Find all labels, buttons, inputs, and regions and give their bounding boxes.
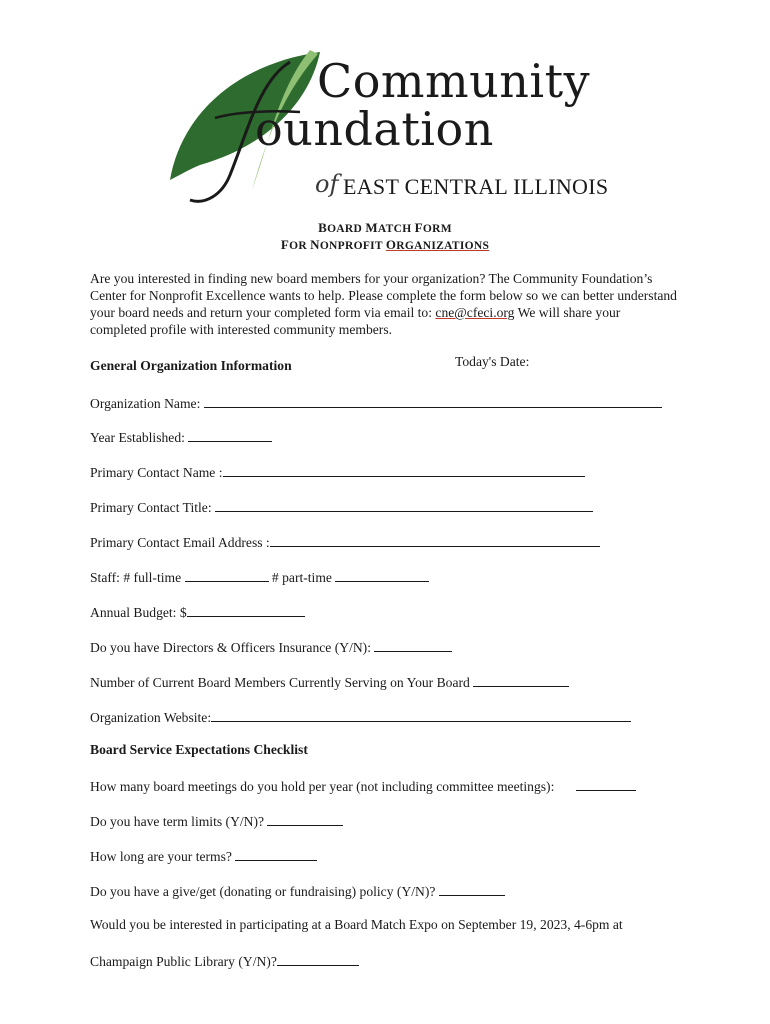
do-insurance-field: Do you have Directors & Officers Insurance (Y/N): xyxy=(90,638,452,656)
intro-text-after: We will share your completed profile with interested community members. xyxy=(90,305,621,337)
email-link[interactable]: cne@cfeci.org xyxy=(435,305,515,320)
year-established-field: Year Established: xyxy=(90,428,272,446)
term-limits-input[interactable] xyxy=(267,812,343,826)
do-insurance-input[interactable] xyxy=(374,638,452,652)
expo-field: Champaign Public Library (Y/N)? xyxy=(90,952,359,970)
logo-word-of: of xyxy=(315,170,339,198)
expo-question: Would you be interested in participating at a Board Match Expo on September 19, 2023, 4-6pm at xyxy=(90,917,623,932)
intro-paragraph xyxy=(90,270,680,338)
give-get-field: Do you have a give/get (donating or fundraising) policy (Y/N)? xyxy=(90,882,505,900)
annual-budget-input[interactable] xyxy=(187,603,305,617)
org-name-field: Organization Name: xyxy=(90,394,662,412)
primary-contact-email-input[interactable] xyxy=(270,533,600,547)
meetings-input[interactable] xyxy=(576,777,636,791)
logo-word-foundation: oundation xyxy=(255,102,494,156)
logo-region: EAST CENTRAL ILLINOIS xyxy=(343,174,609,199)
board-members-input[interactable] xyxy=(473,673,569,687)
logo-word-community: Community xyxy=(317,54,591,108)
community-foundation-logo xyxy=(160,40,620,215)
primary-contact-name-input[interactable] xyxy=(223,463,585,477)
website-input[interactable] xyxy=(211,708,631,722)
org-name-input[interactable] xyxy=(204,394,662,408)
staff-fulltime-input[interactable] xyxy=(185,568,269,582)
annual-budget-field: Annual Budget: $ xyxy=(90,603,305,621)
general-info-heading: General Organization Information xyxy=(90,358,292,373)
board-members-field: Number of Current Board Members Currently Serving on Your Board xyxy=(90,673,569,691)
meetings-field: How many board meetings do you hold per year (not including committee meetings): xyxy=(90,777,636,795)
form-title: BOARD MATCH FORM xyxy=(318,220,452,235)
primary-contact-email-field: Primary Contact Email Address : xyxy=(90,533,600,551)
staff-field: Staff: # full-time # part-time xyxy=(90,568,429,586)
year-established-input[interactable] xyxy=(188,428,272,442)
term-limits-field: Do you have term limits (Y/N)? xyxy=(90,812,343,830)
term-length-field: How long are your terms? xyxy=(90,847,317,865)
primary-contact-name-field: Primary Contact Name : xyxy=(90,463,585,481)
primary-contact-title-input[interactable] xyxy=(215,498,593,512)
expo-input[interactable] xyxy=(277,952,359,966)
checklist-heading: Board Service Expectations Checklist xyxy=(90,742,308,757)
form-subtitle: FOR NONPROFIT ORGANIZATIONS xyxy=(280,237,490,252)
primary-contact-title-field: Primary Contact Title: xyxy=(90,498,593,516)
term-length-input[interactable] xyxy=(235,847,317,861)
website-field: Organization Website: xyxy=(90,708,631,726)
todays-date-label: Today's Date: xyxy=(455,354,530,369)
staff-parttime-input[interactable] xyxy=(335,568,429,582)
give-get-input[interactable] xyxy=(439,882,505,896)
intro-text: Are you interested in finding new board members for your organization? The Community Foundation’s Center for Nonprofit Excellence wants to help. Please complete the form below so we can better understand your board needs and return your completed form via email to: xyxy=(90,271,677,320)
